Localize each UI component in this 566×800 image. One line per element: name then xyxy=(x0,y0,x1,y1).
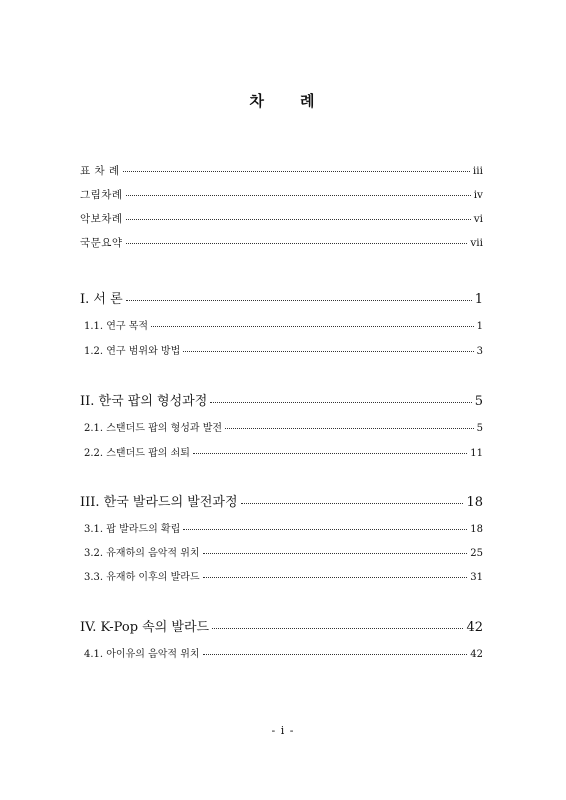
dot-leader xyxy=(123,171,470,172)
toc-entry-label: 국문요약 xyxy=(80,237,123,249)
toc-entry-page: 18 xyxy=(466,495,483,510)
dot-leader xyxy=(183,351,473,352)
toc-entry-page: vii xyxy=(470,237,483,249)
dot-leader xyxy=(126,195,471,196)
toc-entry-page: 1 xyxy=(476,321,483,332)
toc-entry-chapter[interactable] xyxy=(80,491,483,510)
toc-entry-label: 3.1. 팝 발라드의 확립 xyxy=(84,524,181,535)
toc-entry-front-matter[interactable] xyxy=(80,187,483,202)
dot-leader xyxy=(126,300,472,301)
toc-entry-label: 2.1. 스탠더드 팝의 형성과 발전 xyxy=(84,423,223,434)
toc-entry-label: 악보차례 xyxy=(80,213,123,225)
toc-entry-front-matter[interactable] xyxy=(80,235,483,250)
toc-entry-page: 1 xyxy=(474,292,483,307)
toc-entry-page: 18 xyxy=(470,524,483,535)
toc-entry-page: 5 xyxy=(474,394,483,409)
toc-entry-label: III. 한국 발라드의 발전과정 xyxy=(80,495,238,510)
toc-entry-page: 3 xyxy=(476,346,483,357)
toc-entry-chapter[interactable] xyxy=(80,616,483,635)
toc-entry-section[interactable] xyxy=(84,342,483,357)
toc-entry-section[interactable] xyxy=(84,444,483,459)
toc-entry-page: iv xyxy=(473,189,483,201)
dot-leader xyxy=(225,428,474,429)
toc-entry-page: iii xyxy=(472,165,483,177)
toc-entry-section[interactable] xyxy=(84,520,483,535)
toc-entry-label: 표 차 례 xyxy=(80,165,120,177)
toc-entry-page: 31 xyxy=(470,572,483,583)
toc-entry-section[interactable] xyxy=(84,544,483,559)
toc-entry-label: 2.2. 스탠더드 팝의 쇠퇴 xyxy=(84,448,190,459)
toc-entry-label: II. 한국 팝의 형성과정 xyxy=(80,394,208,409)
dot-leader xyxy=(210,402,471,403)
dot-leader xyxy=(203,654,468,655)
dot-leader xyxy=(193,453,467,454)
toc-entry-label: IV. K-Pop 속의 발라드 xyxy=(80,620,210,635)
toc-entry-label: 그림차례 xyxy=(80,189,123,201)
toc-entry-page: 42 xyxy=(466,620,483,635)
toc-entry-section[interactable] xyxy=(84,317,483,332)
dot-leader xyxy=(241,503,464,504)
toc-entry-section[interactable] xyxy=(84,568,483,583)
toc-entry-label: 1.1. 연구 목적 xyxy=(84,321,149,332)
dot-leader xyxy=(126,243,468,244)
toc-entry-section[interactable] xyxy=(84,645,483,660)
toc-entry-label: 4.1. 아이유의 음악적 위치 xyxy=(84,649,200,660)
toc-entry-page: 42 xyxy=(470,649,483,660)
toc-entry-section[interactable] xyxy=(84,419,483,434)
page-title: 차 례 xyxy=(249,92,317,110)
toc-entry-label: 3.2. 유재하의 음악적 위치 xyxy=(84,548,200,559)
toc-entry-front-matter[interactable] xyxy=(80,163,483,178)
toc-entry-page: 25 xyxy=(470,548,483,559)
toc-entry-front-matter[interactable] xyxy=(80,211,483,226)
dot-leader xyxy=(203,577,468,578)
dot-leader xyxy=(151,326,474,327)
toc-entry-page: 11 xyxy=(470,448,483,459)
dot-leader xyxy=(126,219,471,220)
toc-entry-page: 5 xyxy=(476,423,483,434)
toc-entry-page: vi xyxy=(473,213,483,225)
toc-entry-chapter[interactable] xyxy=(80,288,483,307)
dot-leader xyxy=(212,628,463,629)
page-number-footer: - i - xyxy=(271,724,295,737)
dot-leader xyxy=(183,529,467,530)
toc-entry-label: 1.2. 연구 범위와 방법 xyxy=(84,346,181,357)
toc-entry-label: I. 서 론 xyxy=(80,292,123,307)
toc-entry-chapter[interactable] xyxy=(80,390,483,409)
dot-leader xyxy=(203,553,468,554)
toc-entry-label: 3.3. 유재하 이후의 발라드 xyxy=(84,572,200,583)
